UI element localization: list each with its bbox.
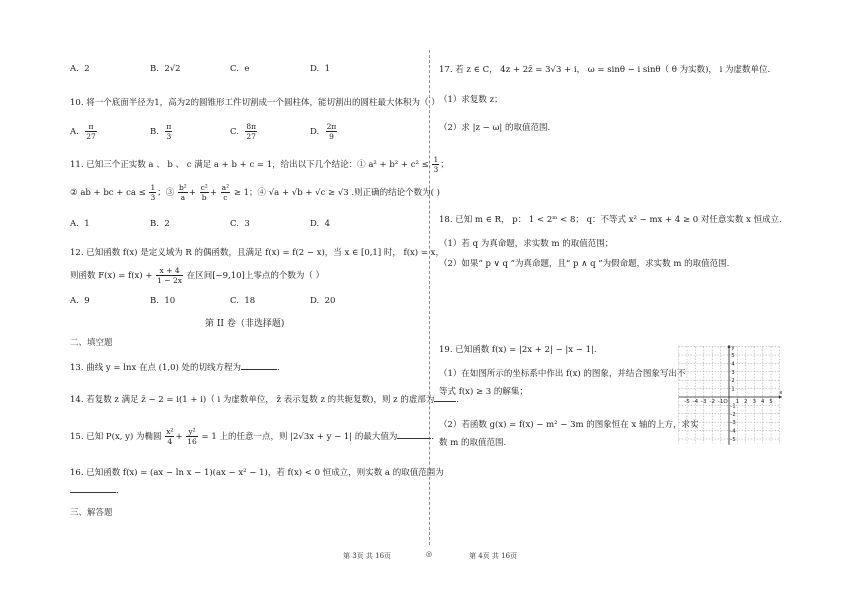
y-tick-label: 2 <box>731 378 735 385</box>
section-fill-in: 二、填空题 <box>70 338 113 348</box>
q11-line-2: ② ab + bc + ca ≤ $\frac{1}{3}$ ；③ $\frac{\text{b²}}{a}$ + $\frac{\text{c²}}{b}$ + $\frac{\text{a²}}{c}$ ≥ 1；④ √a + √b + √c ≥ √3 .则正确的结论个数为( ) <box>70 183 440 202</box>
q12-option-c: C. 18 <box>230 296 256 306</box>
q19-part-1-line-1: （1）在如图所示的坐标系中作出 f(x) 的图象，并结合图象写出不 <box>439 369 686 379</box>
q19-line-1: 19. 已知函数 f(x) = |2x + 2| − |x − 1|. <box>439 345 597 355</box>
q9-option-d: D. 1 <box>310 64 331 74</box>
q17-part-1: （1）求复数 z； <box>439 95 503 105</box>
q11-option-b: B. 2 <box>150 219 170 229</box>
x-tick-label: -1 <box>717 399 724 405</box>
y-tick-label: 5 <box>731 353 735 359</box>
q19-part-2-line-2: 数 m 的取值范围. <box>439 438 507 448</box>
x-tick-label: 1 <box>735 399 740 405</box>
x-tick-label: 2 <box>744 399 748 405</box>
y-tick-label: -1 <box>730 403 736 410</box>
q17-line-1: 17. 若 z ∈ C， 4z + 2z̄ = 3√3 + i， ω = sinθ − i sinθ（ θ 为实数)， i 为虚数单位. <box>439 65 771 75</box>
x-tick-label: 5 <box>769 399 773 405</box>
x-tick-label: -4 <box>692 399 699 405</box>
x-tick-label: -3 <box>701 399 707 405</box>
q10-option-c: C. $\frac{8\pi}{27}$ <box>230 122 257 141</box>
y-tick-label: -2 <box>730 411 736 418</box>
q12-line-2: 则函数 F(x) = f(x) + $\frac{x + 4}{1 - 2x}$ 在区间[−9,10]上零点的个数为（ ） <box>70 266 325 285</box>
q10-option-d: D. $\frac{2\pi}{9}$ <box>310 122 337 141</box>
q18-part-1: （1）若 q 为真命题，求实数 m 的取值范围； <box>439 239 614 249</box>
x-tick-label: 4 <box>760 399 765 405</box>
y-tick-label: -5 <box>730 437 736 443</box>
y-axis-label: y <box>731 345 735 351</box>
origin-label: O <box>723 399 728 405</box>
y-tick-label: -4 <box>730 428 736 435</box>
y-tick-label: 3 <box>731 369 735 376</box>
y-tick-label: -3 <box>730 420 736 427</box>
q10-option-a: A. $\frac{\pi}{27}$ <box>70 122 96 141</box>
q16-line-1: 16. 已知函数 f(x) = (ax − ln x − 1)(ax − x² − 1)，若 f(x) < 0 恒成立，则实数 a 的取值范围为 <box>70 468 444 478</box>
q11-option-a: A. 1 <box>70 219 90 229</box>
q11-line-1: 11. 已知三个正实数 a 、 b 、 c 满足 a + b + c = 1，给出以下几个结论：① a² + b² + c² ≤ $\frac{1}{3}$ ； <box>70 155 449 174</box>
q15: 15. 已知 P(x, y) 为椭圆 $\frac{\text{x²}}{4}$ + $\frac{\text{y²}}{16}$ = 1 上的任意一点，则 |2√3x + y − 1| 的最大值为 ． <box>70 427 440 446</box>
x-axis-label: x <box>779 390 783 396</box>
x-tick-label: -5 <box>684 399 690 405</box>
q11-option-c: C. 3 <box>230 219 250 229</box>
q10-stem: 10. 将一个底面半径为1，高为2的圆锥形工件切割成一个圆柱体，能切割出的圆柱最大体积为（ ） <box>70 98 440 108</box>
section-answers: 三、解答题 <box>70 508 113 518</box>
q17-part-2: （2）求 |z − ω| 的取值范围. <box>439 123 551 133</box>
part2-title: 第 II 卷（非选择题) <box>205 319 285 329</box>
y-tick-label: 4 <box>731 361 735 368</box>
q9-option-c: C. e <box>230 64 250 74</box>
q12-line-1: 12. 已知函数 f(x) 是定义域为 R 的偶函数，且满足 f(x) = f(2 − x)，当 x ∈ [0,1] 时， f(x) = x， <box>70 248 444 258</box>
q18-part-2: （2）如果“ p ∨ q ”为真命题，且“ p ∧ q ”为假命题，求实数 m 的取值范围. <box>439 259 730 269</box>
q14: 14. 若复数 z 满足 z̄ − 2 = i(1 + i)（ i 为虚数单位， z̄ 表示复数 z 的共轭复数)，则 z 的虚部为 ． <box>70 395 465 405</box>
q12-option-a: A. 9 <box>70 296 90 306</box>
coordinate-grid-figure <box>674 345 784 445</box>
coordinate-grid <box>674 345 784 445</box>
q9-option-b: B. 2√2 <box>150 64 181 74</box>
footer-left: 第 3页 共 16页 <box>343 552 392 560</box>
footer-right: 第 4页 共 16页 <box>469 552 518 560</box>
q9-option-a: A. 2 <box>70 64 90 74</box>
q11-option-d: D. 4 <box>310 219 331 229</box>
q12-option-d: D. 20 <box>310 296 336 306</box>
x-tick-label: -2 <box>709 399 715 405</box>
q12-option-b: B. 10 <box>150 296 176 306</box>
q16-line-2: ． <box>70 484 125 496</box>
q19-part-2-line-1: （2）若函数 g(x) = f(x) − m² − 3m 的图象恒在 x 轴的上方，求实 <box>439 420 699 430</box>
y-tick-label: 1 <box>731 386 735 393</box>
q10-option-b: B. $\frac{\pi}{3}$ <box>150 122 172 141</box>
q18-line-1: 18. 已知 m ∈ R， p： 1 < 2ᵐ < 8； q：不等式 x² − mx + 4 ≥ 0 对任意实数 x 恒成立. <box>439 215 782 225</box>
q19-part-1-line-2: 等式 f(x) ≥ 3 的解集； <box>439 387 528 397</box>
q13: 13. 曲线 y = lnx 在点 (1,0) 处的切线方程为 ． <box>70 363 286 373</box>
footer-circle: ◎ <box>426 550 433 558</box>
x-tick-label: 3 <box>752 399 756 405</box>
